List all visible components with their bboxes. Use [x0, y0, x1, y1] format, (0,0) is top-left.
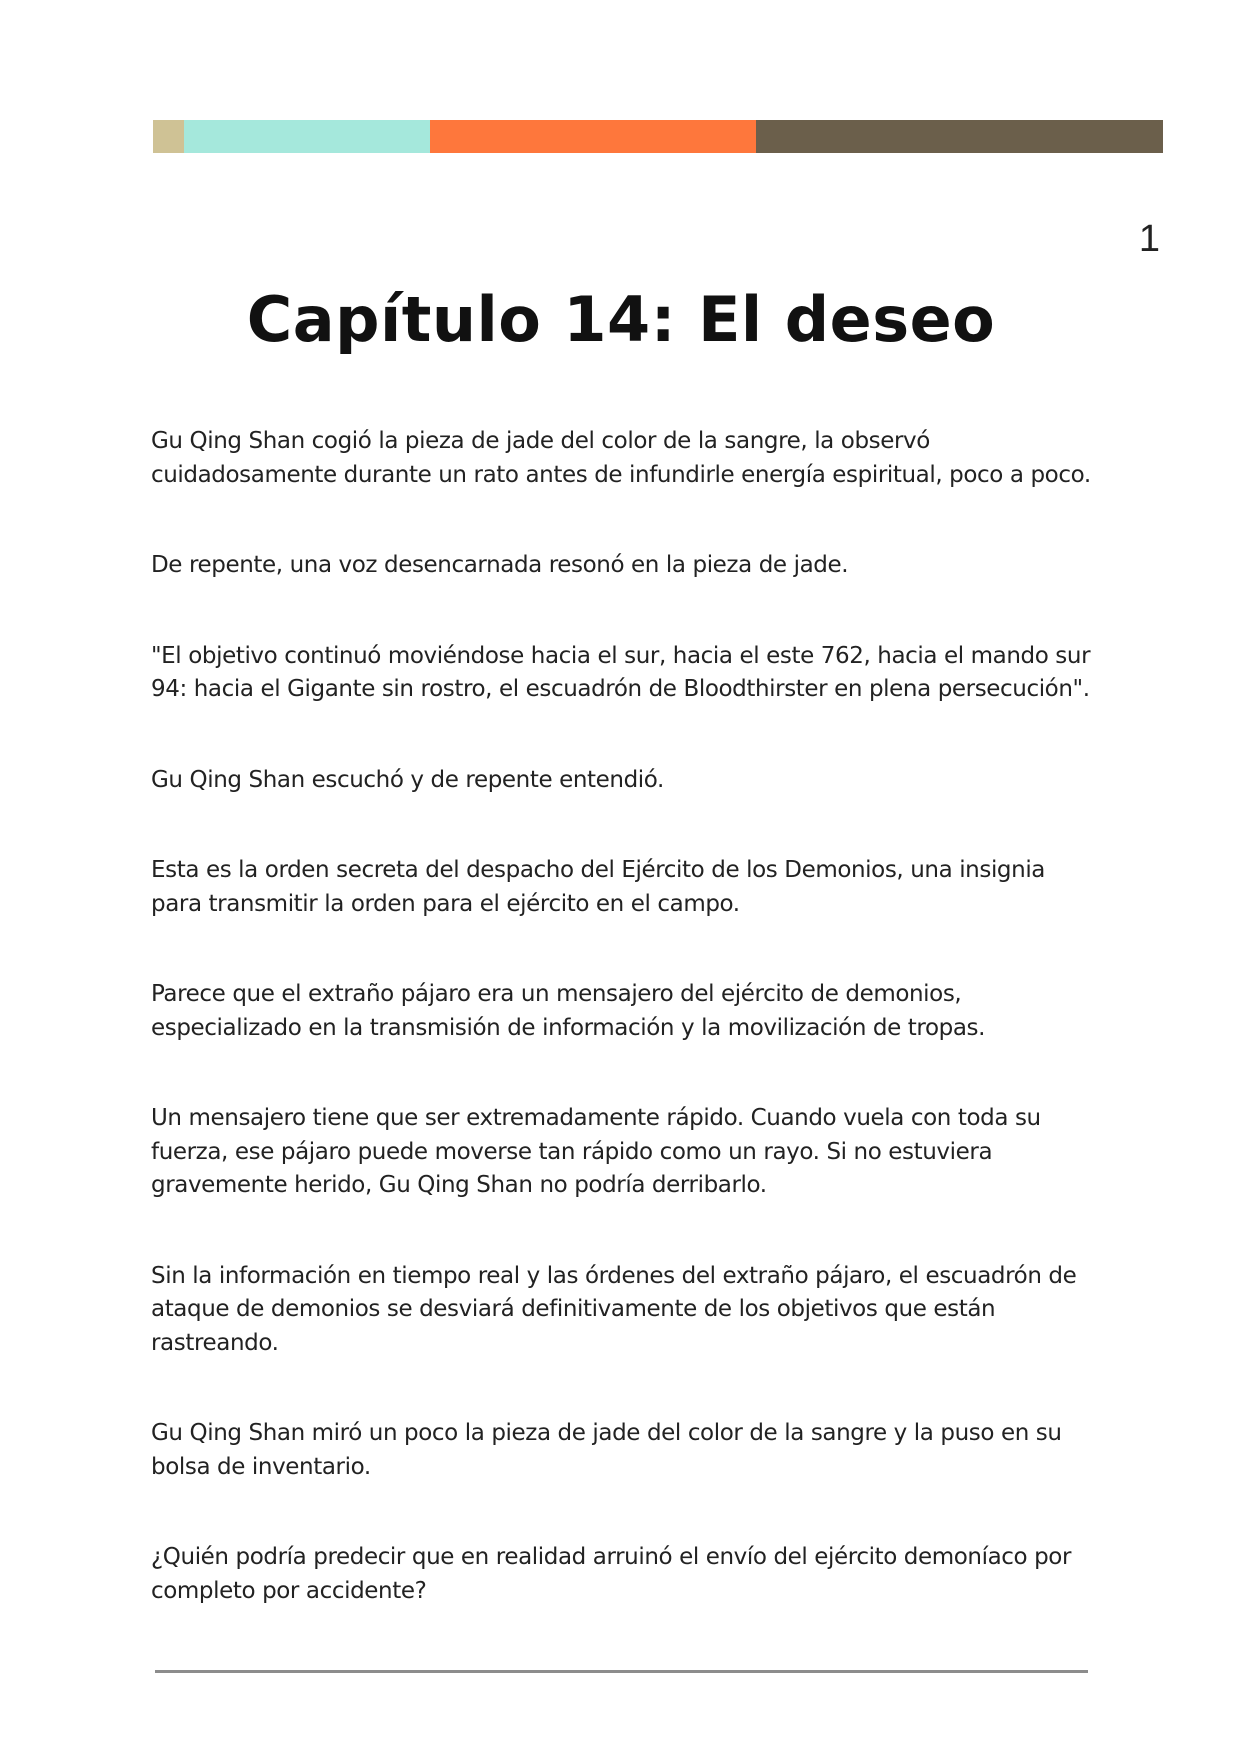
paragraph: Gu Qing Shan miró un poco la pieza de jade del color de la sangre y la puso en su bolsa de inventario.: [151, 1420, 1062, 1480]
chapter-title: Capítulo 14: El deseo: [246, 283, 996, 356]
paragraph: Sin la información en tiempo real y las órdenes del extraño pájaro, el escuadrón de ataque de demonios se desviará definitivamente de los objetivos que están rastreando.: [151, 1262, 1077, 1356]
paragraph: Parece que el extraño pájaro era un mensajero del ejército de demonios, especializado en la transmisión de información y la movilización de tropas.: [151, 981, 986, 1041]
paragraph: Esta es la orden secreta del despacho del Ejército de los Demonios, una insignia para transmitir la orden para el ejército en el campo.: [151, 857, 1045, 917]
page-number: 1: [1138, 218, 1160, 260]
paragraph: "El objetivo continuó moviéndose hacia el sur, hacia el este 762, hacia el mando sur 94: hacia el Gigante sin rostro, el escuadrón de Bloodthirster en plena persecución".: [151, 642, 1091, 702]
header-color-bar: [153, 120, 1163, 153]
paragraph: ¿Quién podría predecir que en realidad arruinó el envío del ejército demoníaco por completo por accidente?: [151, 1544, 1072, 1604]
paragraph: Gu Qing Shan cogió la pieza de jade del color de la sangre, la observó cuidadosamente durante un rato antes de infundirle energía espiritual, poco a poco.: [151, 428, 1091, 488]
color-bar-segment-orange: [430, 120, 756, 153]
color-bar-segment-brown: [756, 120, 1163, 153]
paragraph: Gu Qing Shan escuchó y de repente entendió.: [151, 766, 664, 793]
paragraph: De repente, una voz desencarnada resonó en la pieza de jade.: [151, 552, 849, 578]
color-bar-segment-mint: [184, 120, 429, 153]
footer-divider: [155, 1670, 1088, 1673]
color-bar-segment-tan: [153, 120, 184, 153]
chapter-body: [151, 425, 1101, 1665]
paragraph: Un mensajero tiene que ser extremadamente rápido. Cuando vuela con toda su fuerza, ese pájaro puede moverse tan rápido como un rayo. Si no estuviera gravemente herido, Gu Qing Shan no podría derribarlo.: [151, 1105, 1041, 1198]
